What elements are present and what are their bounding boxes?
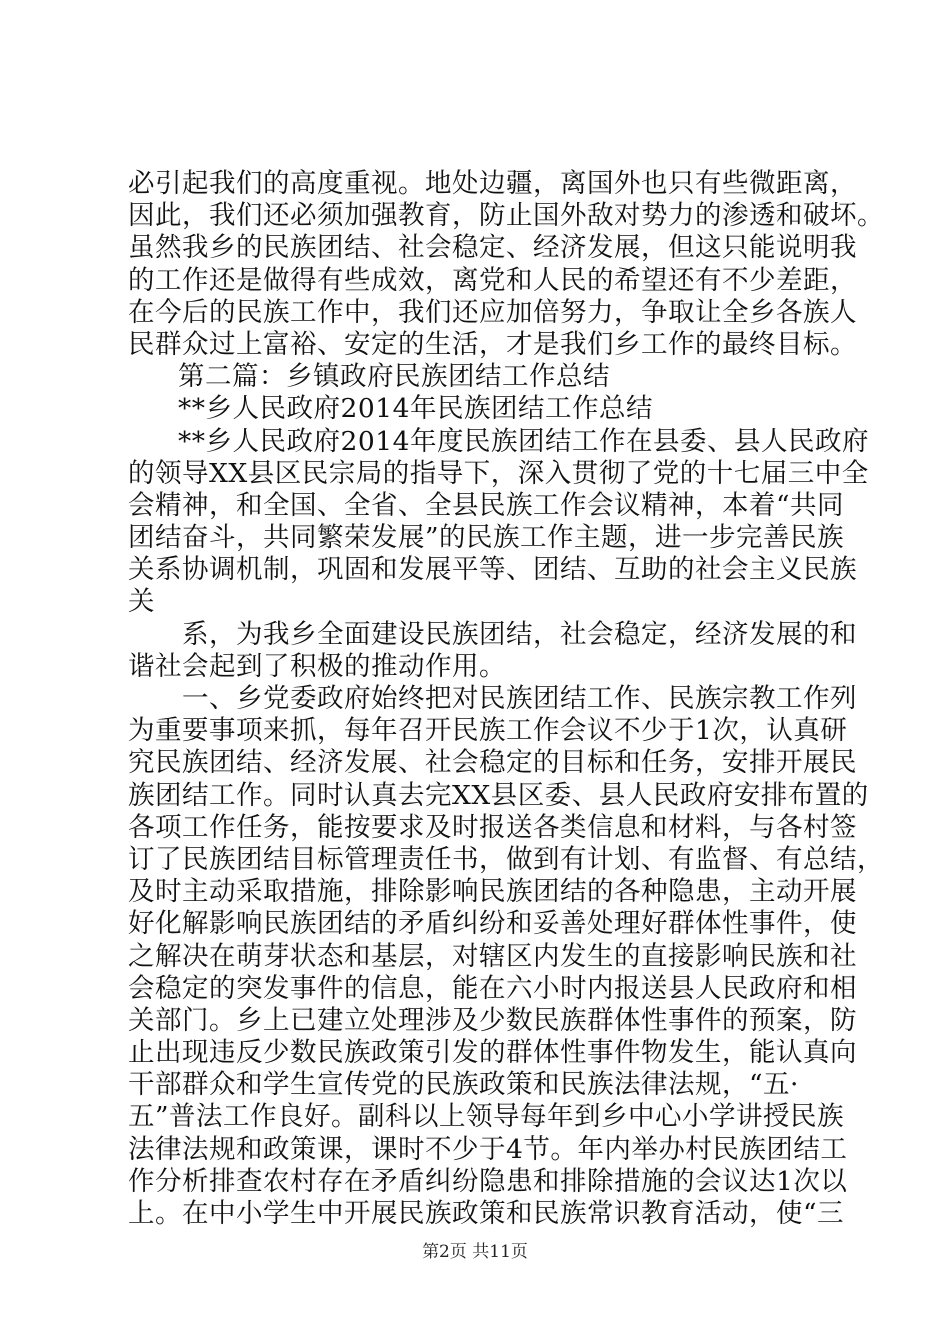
body-line: 在今后的民族工作中，我们还应加倍努力，争取让全乡各族人 (128, 296, 857, 328)
document-title: **乡人民政府2014年民族团结工作总结 (178, 393, 653, 425)
body-line: 的领导XX县区民宗局的指导下，深入贯彻了党的十七届三中全 (128, 457, 869, 489)
body-line: 关系协调机制，巩固和发展平等、团结、互助的社会主义民族 (128, 554, 857, 586)
body-line: 关 (128, 586, 155, 618)
body-line: 究民族团结、经济发展、社会稳定的目标和任务，安排开展民 (128, 747, 857, 779)
body-line: 虽然我乡的民族团结、社会稳定、经济发展，但这只能说明我 (128, 232, 857, 264)
body-line: 系，为我乡全面建设民族团结，社会稳定，经济发展的和 (182, 618, 857, 650)
body-line: 干部群众和学生宣传党的民族政策和民族法律法规，“五· (128, 1069, 799, 1101)
body-line: 会稳定的突发事件的信息，能在六小时内报送县人民政府和相 (128, 972, 857, 1004)
body-line: 族团结工作。同时认真去完XX县区委、县人民政府安排布置的 (128, 779, 869, 811)
body-line: 谐社会起到了积极的推动作用。 (128, 650, 506, 682)
body-line: 之解决在萌芽状态和基层，对辖区内发生的直接影响民族和社 (128, 940, 857, 972)
body-line: 好化解影响民族团结的矛盾纠纷和妥善处理好群体性事件，使 (128, 908, 857, 940)
body-line: 五”普法工作良好。副科以上领导每年到乡中心小学讲授民族 (128, 1101, 845, 1133)
document-body (128, 168, 884, 1230)
body-line: 因此，我们还必须加强教育，防止国外敌对势力的渗透和破坏。 (128, 200, 884, 232)
section-heading: 第二篇：乡镇政府民族团结工作总结 (178, 361, 610, 393)
page-number: 第2页 共11页 (422, 1242, 528, 1262)
body-line: 团结奋斗，共同繁荣发展”的民族工作主题，进一步完善民族 (128, 522, 845, 554)
body-line: 及时主动采取措施，排除影响民族团结的各种隐患，主动开展 (128, 876, 857, 908)
body-line: 为重要事项来抓，每年召开民族工作会议不少于1次，认真研 (128, 715, 848, 747)
body-line: 的工作还是做得有些成效，离党和人民的希望还有不少差距， (128, 264, 857, 296)
body-line: 作分析排查农村存在矛盾纠纷隐患和排除措施的会议达1次以 (128, 1165, 848, 1197)
body-line: 上。在中小学生中开展民族政策和民族常识教育活动，使“三 (128, 1198, 845, 1229)
body-line: **乡人民政府2014年度民族团结工作在县委、县人民政府 (178, 425, 869, 457)
body-line: 法律法规和政策课，课时不少于4节。年内举办村民族团结工 (128, 1133, 848, 1165)
body-line: 订了民族团结目标管理责任书，做到有计划、有监督、有总结， (128, 843, 884, 875)
body-line: 关部门。乡上已建立处理涉及少数民族群体性事件的预案，防 (128, 1004, 857, 1036)
body-line: 必引起我们的高度重视。地处边疆，离国外也只有些微距离， (128, 168, 857, 199)
body-line: 民群众过上富裕、安定的生活，才是我们乡工作的最终目标。 (128, 328, 857, 360)
body-line: 一、乡党委政府始终把对民族团结工作、民族宗教工作列 (182, 683, 857, 714)
body-line: 止出现违反少数民族政策引发的群体性事件物发生，能认真向 (128, 1037, 857, 1069)
body-line: 会精神，和全国、全省、全县民族工作会议精神，本着“共同 (128, 489, 845, 521)
body-line: 各项工作任务，能按要求及时报送各类信息和材料，与各村签 (128, 811, 857, 843)
